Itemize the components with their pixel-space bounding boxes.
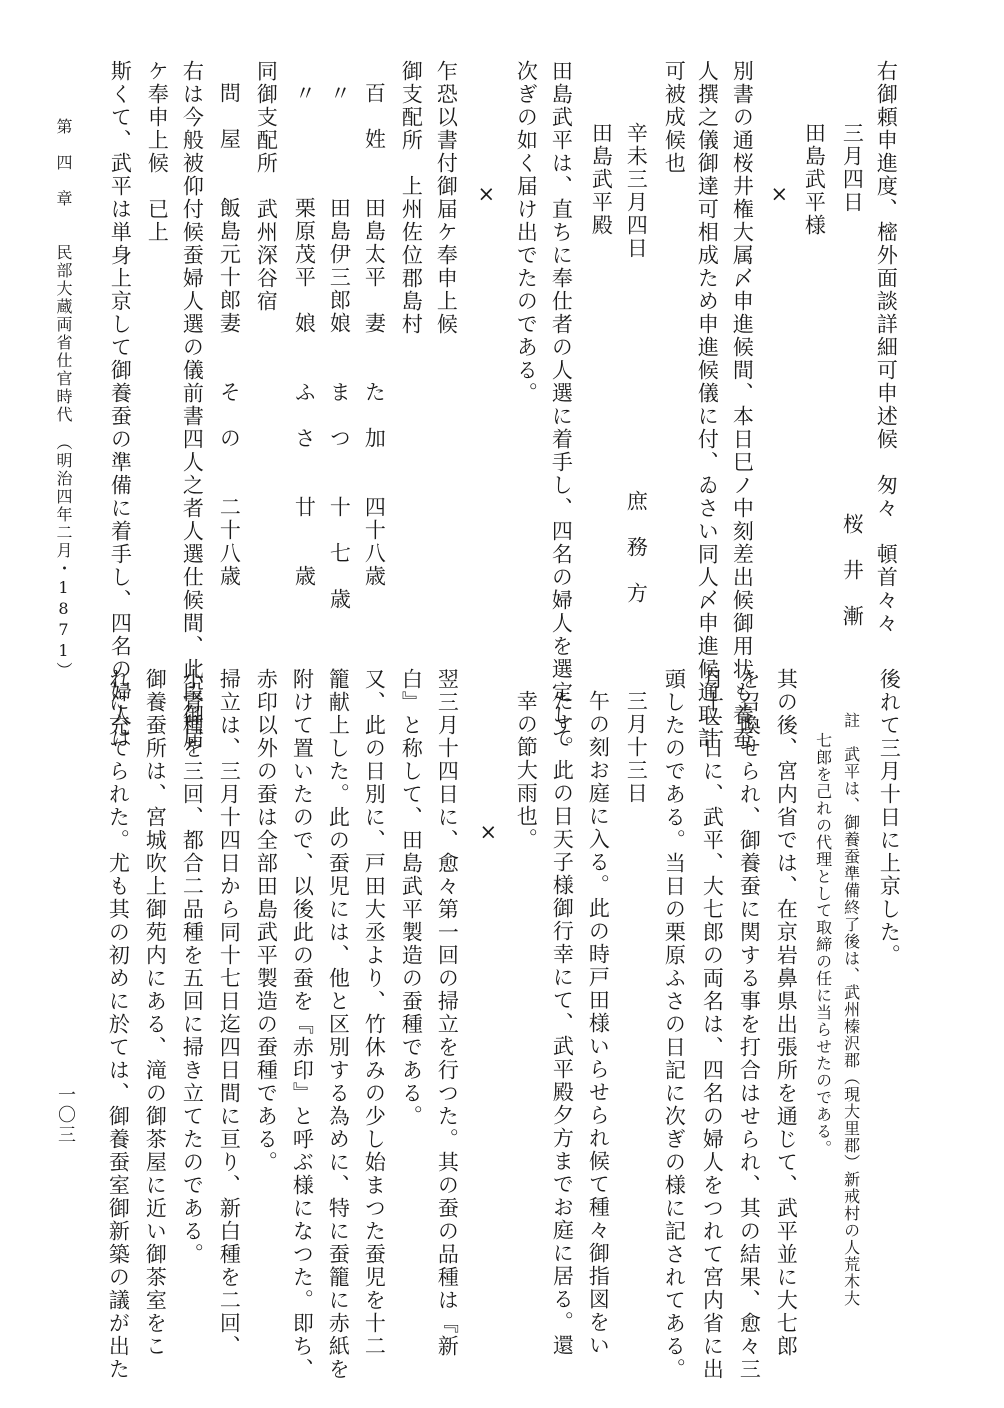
lower-line-5: を召喚せられ、御養蚕に関する事を打合はせられ、其の結果、愈々三 [737,668,762,1381]
upper-line-17: 〃 栗原茂平 娘 ふ さ 廿 歳 [292,82,317,588]
lower-line-19: 掃立は、三月十四日から同十七日迄四日間に亘り、新白種を二回、 [217,668,242,1358]
upper-line-18: 同御支配所 武州深谷宿 [254,60,279,313]
lower-line-21: 御養蚕所は、宮城吹上御苑内にある、滝の御茶屋に近い御茶室をこ [143,668,168,1358]
lower-line-17: 附けて置いたので、以後此の蚕を『赤印』と呼ぶ様になつた。即ち、 [290,668,315,1381]
lower-line-4: 其の後、宮内省では、在京岩鼻県出張所を通じて、武平並に大七郎 [774,668,799,1358]
upper-line-14: 御支配所 上州佐位郡島村 [399,60,424,336]
upper-line-12: × [474,182,499,208]
lower-line-2: 註 武平は、御養蚕準備終了後は、武州榛沢郡（現大里郡）新戒村の人荒木大 [841,712,861,1307]
lower-line-12: × [476,820,501,846]
upper-line-11: 次ぎの如く届け出でたのである。 [514,60,539,405]
upper-line-5: 別書の通桜井権大属〆申進候間、本日巳ノ中刻差出候御用状も養蚕 [730,60,755,750]
upper-line-7: 可被成候也 [662,60,687,175]
lower-line-15: 又、此の日別に、戸田大丞より、竹休みの少し始まつた蚕児を十二 [362,668,387,1358]
upper-line-6: 人撰之儀御達可相成ため申進候儀に付、ゐさい同人〆申進候通取計 [695,60,720,750]
lower-line-1: 後れて三月十日に上京した。 [877,668,902,967]
upper-line-3: 田島武平様 [802,122,827,237]
upper-line-4: × [767,182,792,208]
upper-line-22: 斯くて、武平は単身上京して御養蚕の準備に着手し、四名の婦人は [108,60,133,750]
lower-line-3: 七郎を己れの代理として取締の任に当らせたのである。 [813,732,833,1157]
upper-line-10: 田島武平は、直ちに奉仕者の人選に着手し、四名の婦人を選定して [549,60,574,750]
lower-line-7: 頭したのである。当日の栗原ふさの日記に次ぎの様に記されてある。 [662,668,687,1381]
upper-line-13: 乍恐以書付御届ケ奉申上候 [434,60,459,336]
lower-line-13: 翌三月十四日に、愈々第一回の掃立を行つた。其の蚕の品種は『新 [435,668,460,1358]
lower-line-6: 月十三日に、武平、大七郎の両名は、四名の婦人をつれて宮内省に出 [700,668,725,1381]
upper-line-2: 三月四日 桜 井 漸 [840,122,865,628]
lower-line-10: たす。此の日天子様御行幸にて、武平殿夕方までお庭に居る。還 [550,690,575,1357]
page-number: 一〇三 [55,1085,76,1145]
upper-line-1: 右御頼申進度、樒外面談詳細可申述候 匆々 頓首々々 [874,60,899,635]
upper-line-15: 百 姓 田島太平 妻 た 加 四十八歳 [362,82,387,588]
lower-line-18: 赤印以外の蚕は全部田島武平製造の蚕種である。 [254,668,279,1174]
lower-line-22: れに充てられた。尤も其の初めに於ては、御養蚕室御新築の議が出た [106,668,131,1381]
lower-line-14: 白』と称して、田島武平製造の蚕種である。 [399,668,424,1128]
upper-line-21: ケ奉申上候 已上 [145,60,170,244]
lower-line-11: 幸の節大雨也。 [514,690,539,851]
lower-line-9: 午の刻お庭に入る。此の時戸田様いらせられ候て種々御指図をい [586,690,611,1357]
upper-line-9: 田島武平殿 [589,122,614,237]
lower-line-8: 三月十三日 [624,690,649,805]
upper-line-16: 〃 田島伊三郎娘 ま つ 十 七 歳 [327,82,352,611]
lower-line-16: 籠献上した。此の蚕児には、他と区別する為めに、特に蚕籠に赤紙を [326,668,351,1381]
lower-line-20: 小青種を三回、都合二品種を五回に掃き立てたのである。 [180,668,205,1266]
chapter-footer: 第 四 章 民部大蔵両省仕官時代 （明治四年二月・1871） [54,118,73,680]
upper-line-8: 辛未三月四日 庶 務 方 [624,122,649,605]
upper-line-19: 問 屋 飯島元十郎妻 そ の 二十八歳 [217,82,242,588]
upper-line-20: 右は今般被仰付候蚕婦人選の儀前書四人之者人選仕候間、此段御届 [180,60,205,750]
